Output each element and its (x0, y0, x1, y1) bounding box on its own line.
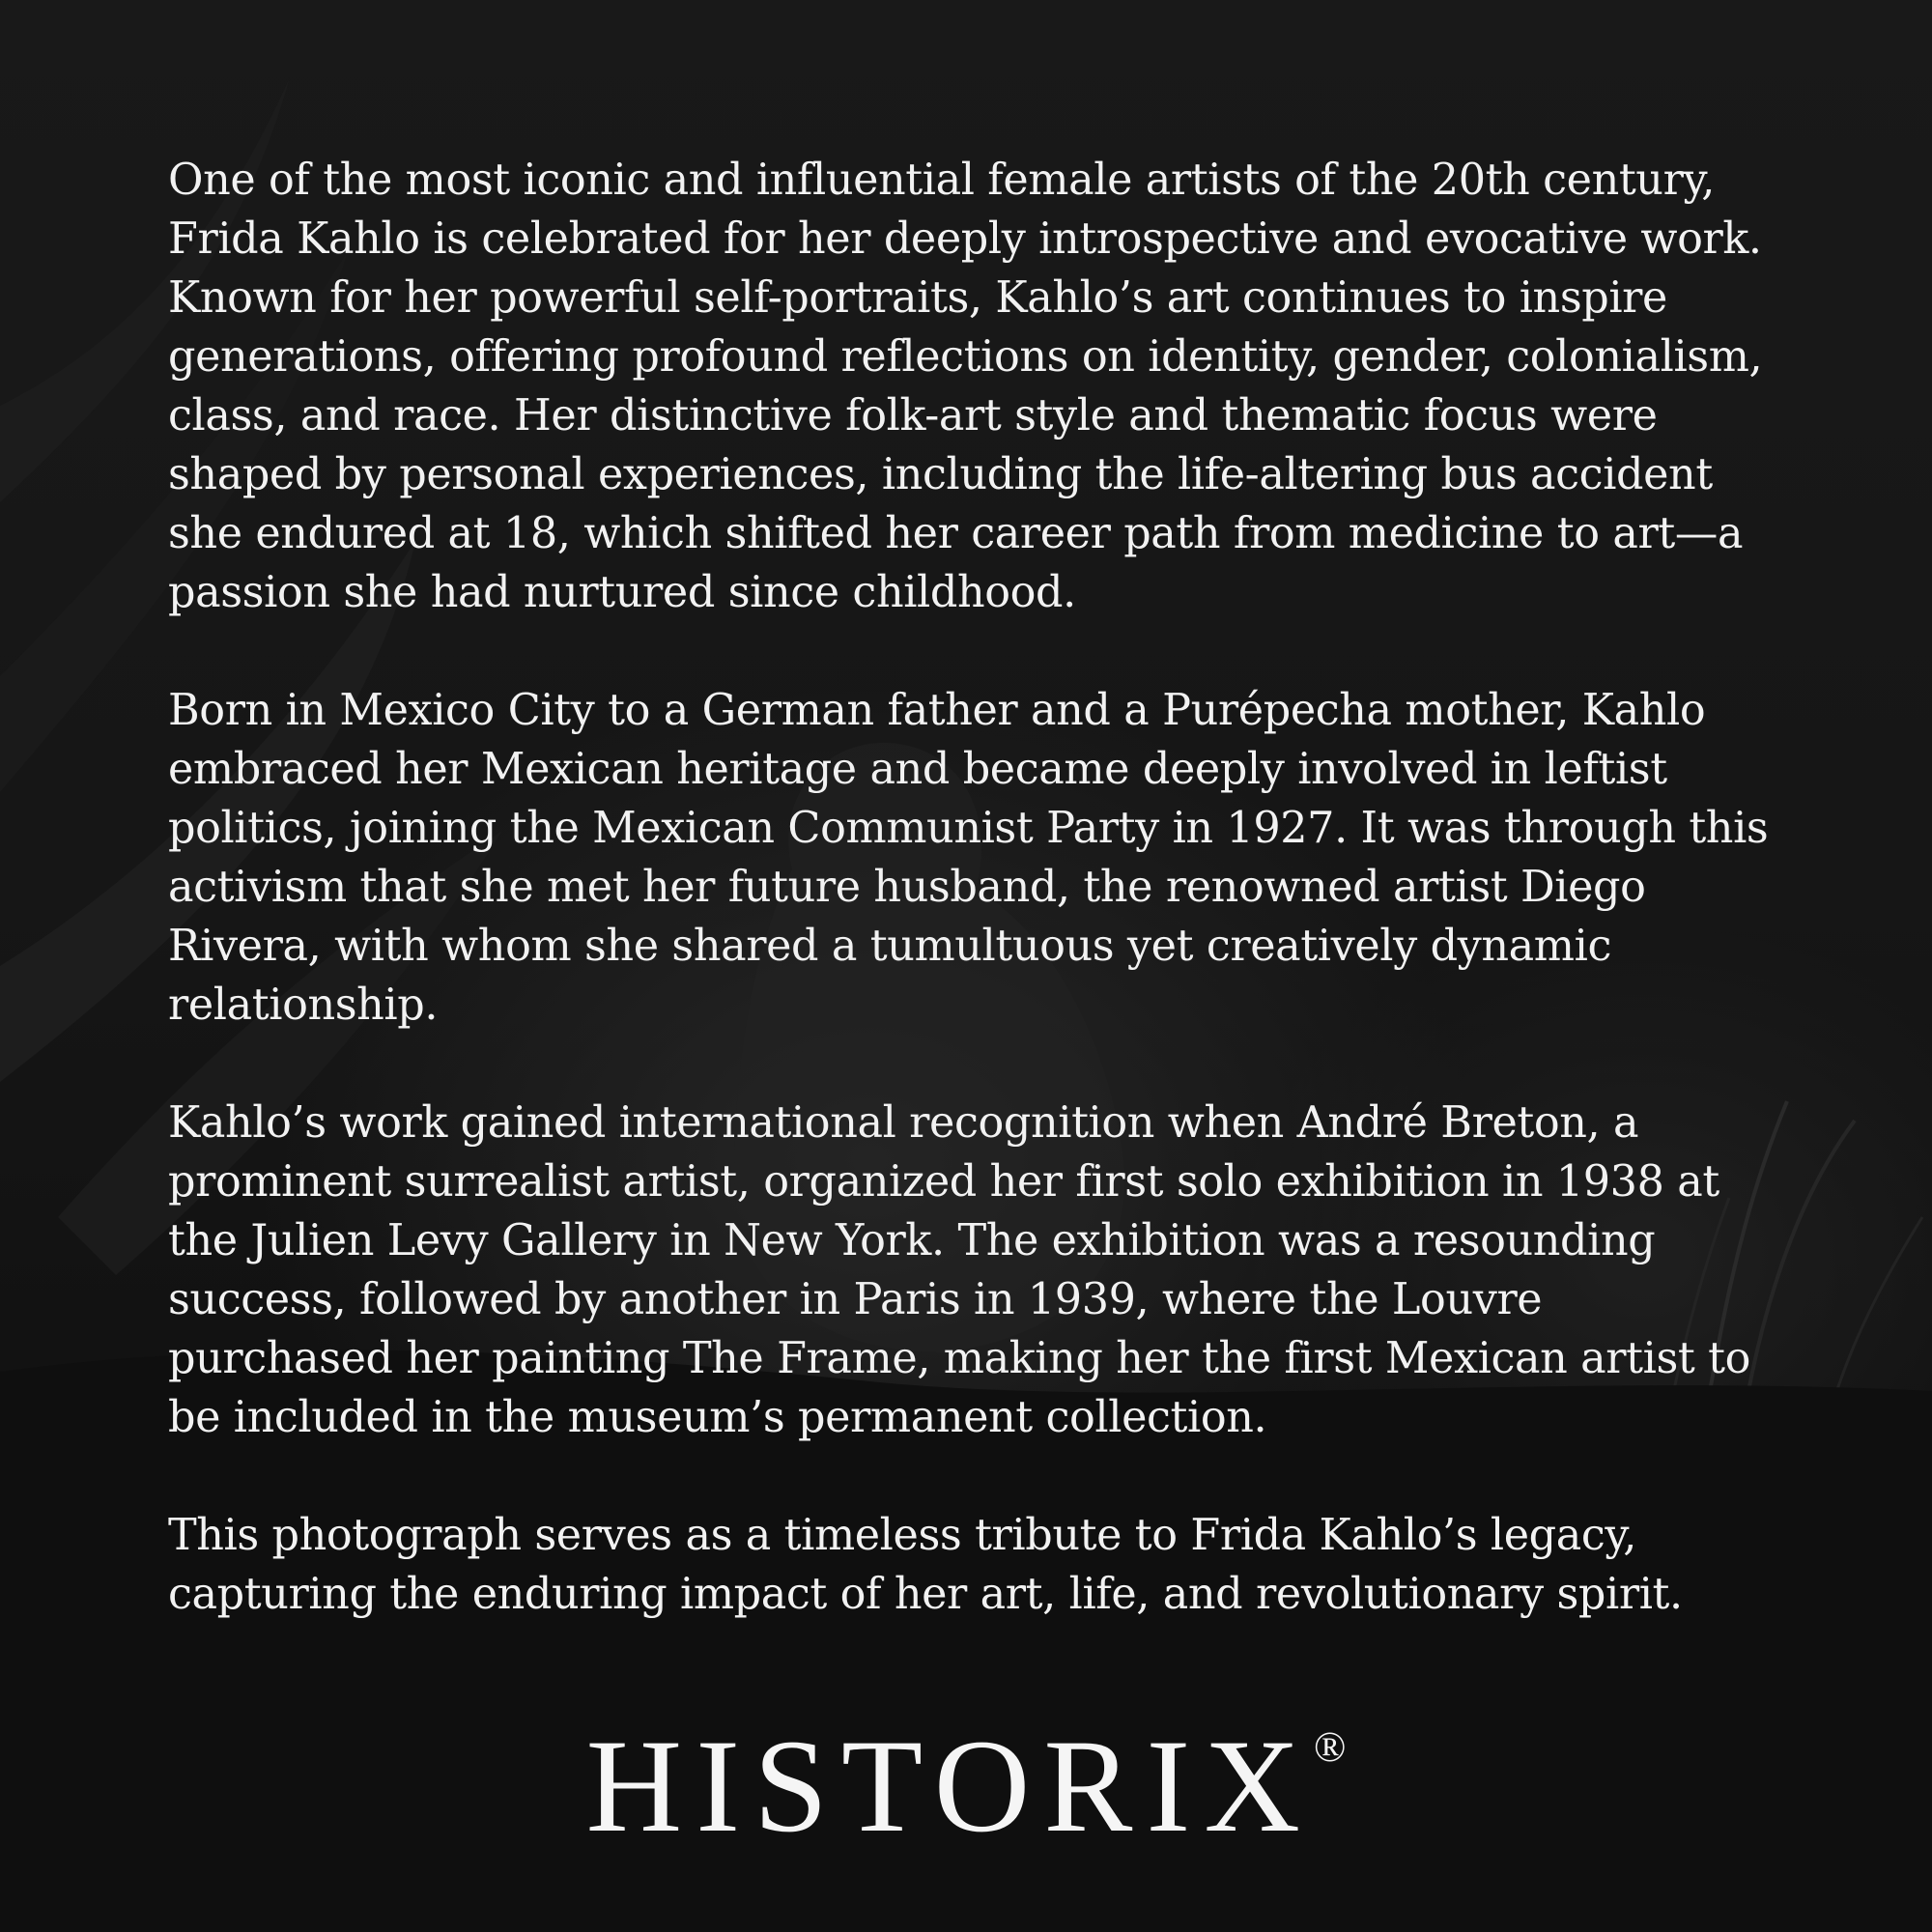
description-text (168, 151, 1772, 1683)
paragraph: One of the most iconic and influential female artists of the 20th century, Frida Kahlo is celebrated for her deeply introspective and evocative work. Known for her powerful self-portraits, Kahlo’s art continues to inspire generations, offering profound reflections on identity, gender, colonialism, class, and race. Her distinctive folk-art style and thematic focus were shaped by personal experiences, including the life-altering bus accident she endured at 18, which shifted her career path from medicine to art—a passion she had nurtured since childhood. (168, 156, 1763, 617)
paragraph: This photograph serves as a timeless tribute to Frida Kahlo’s legacy, capturing the enduring impact of her art, life, and revolutionary spirit. (168, 1511, 1683, 1619)
paragraph: Born in Mexico City to a German father and a Purépecha mother, Kahlo embraced her Mexican heritage and became deeply involved in leftist politics, joining the Mexican Communist Party in 1927. It was through this activism that she met her future husband, the renowned artist Diego Rivera, with whom she shared a tumultuous yet creatively dynamic relationship. (168, 686, 1769, 1030)
paragraph: Kahlo’s work gained international recognition when André Breton, a prominent surrealist artist, organized her first solo exhibition in 1938 at the Julien Levy Gallery in New York. The exhibition was a resounding success, followed by another in Paris in 1939, where the Louvre purchased her painting The Frame, making her the first Mexican artist to be included in the museum’s permanent collection. (168, 1098, 1751, 1442)
brand-name: HISTORIX (585, 1712, 1315, 1860)
registered-mark: ® (1314, 1723, 1347, 1771)
brand-logo (0, 1712, 1932, 1860)
